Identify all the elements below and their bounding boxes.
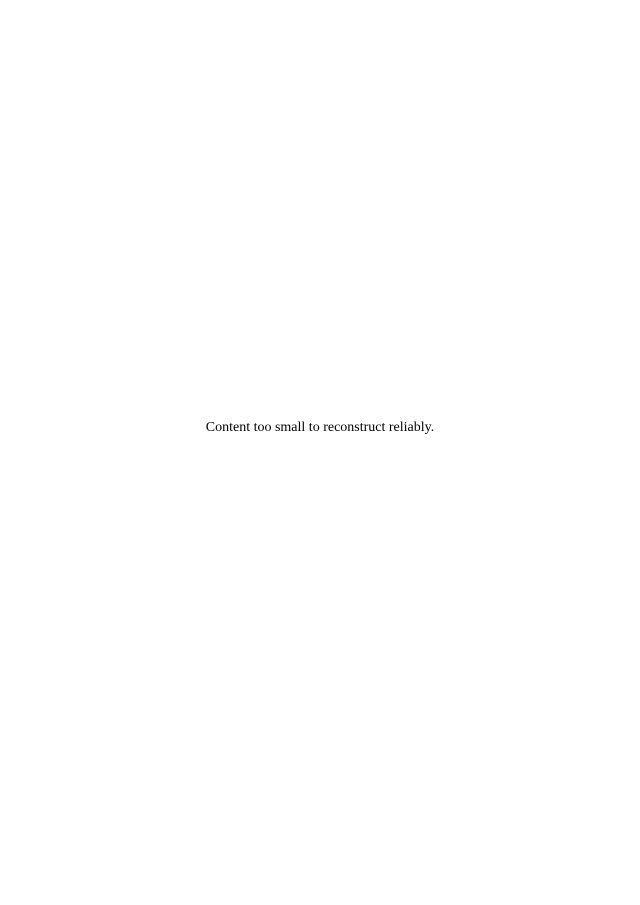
- notice-text: Content too small to reconstruct reliably.: [205, 420, 435, 435]
